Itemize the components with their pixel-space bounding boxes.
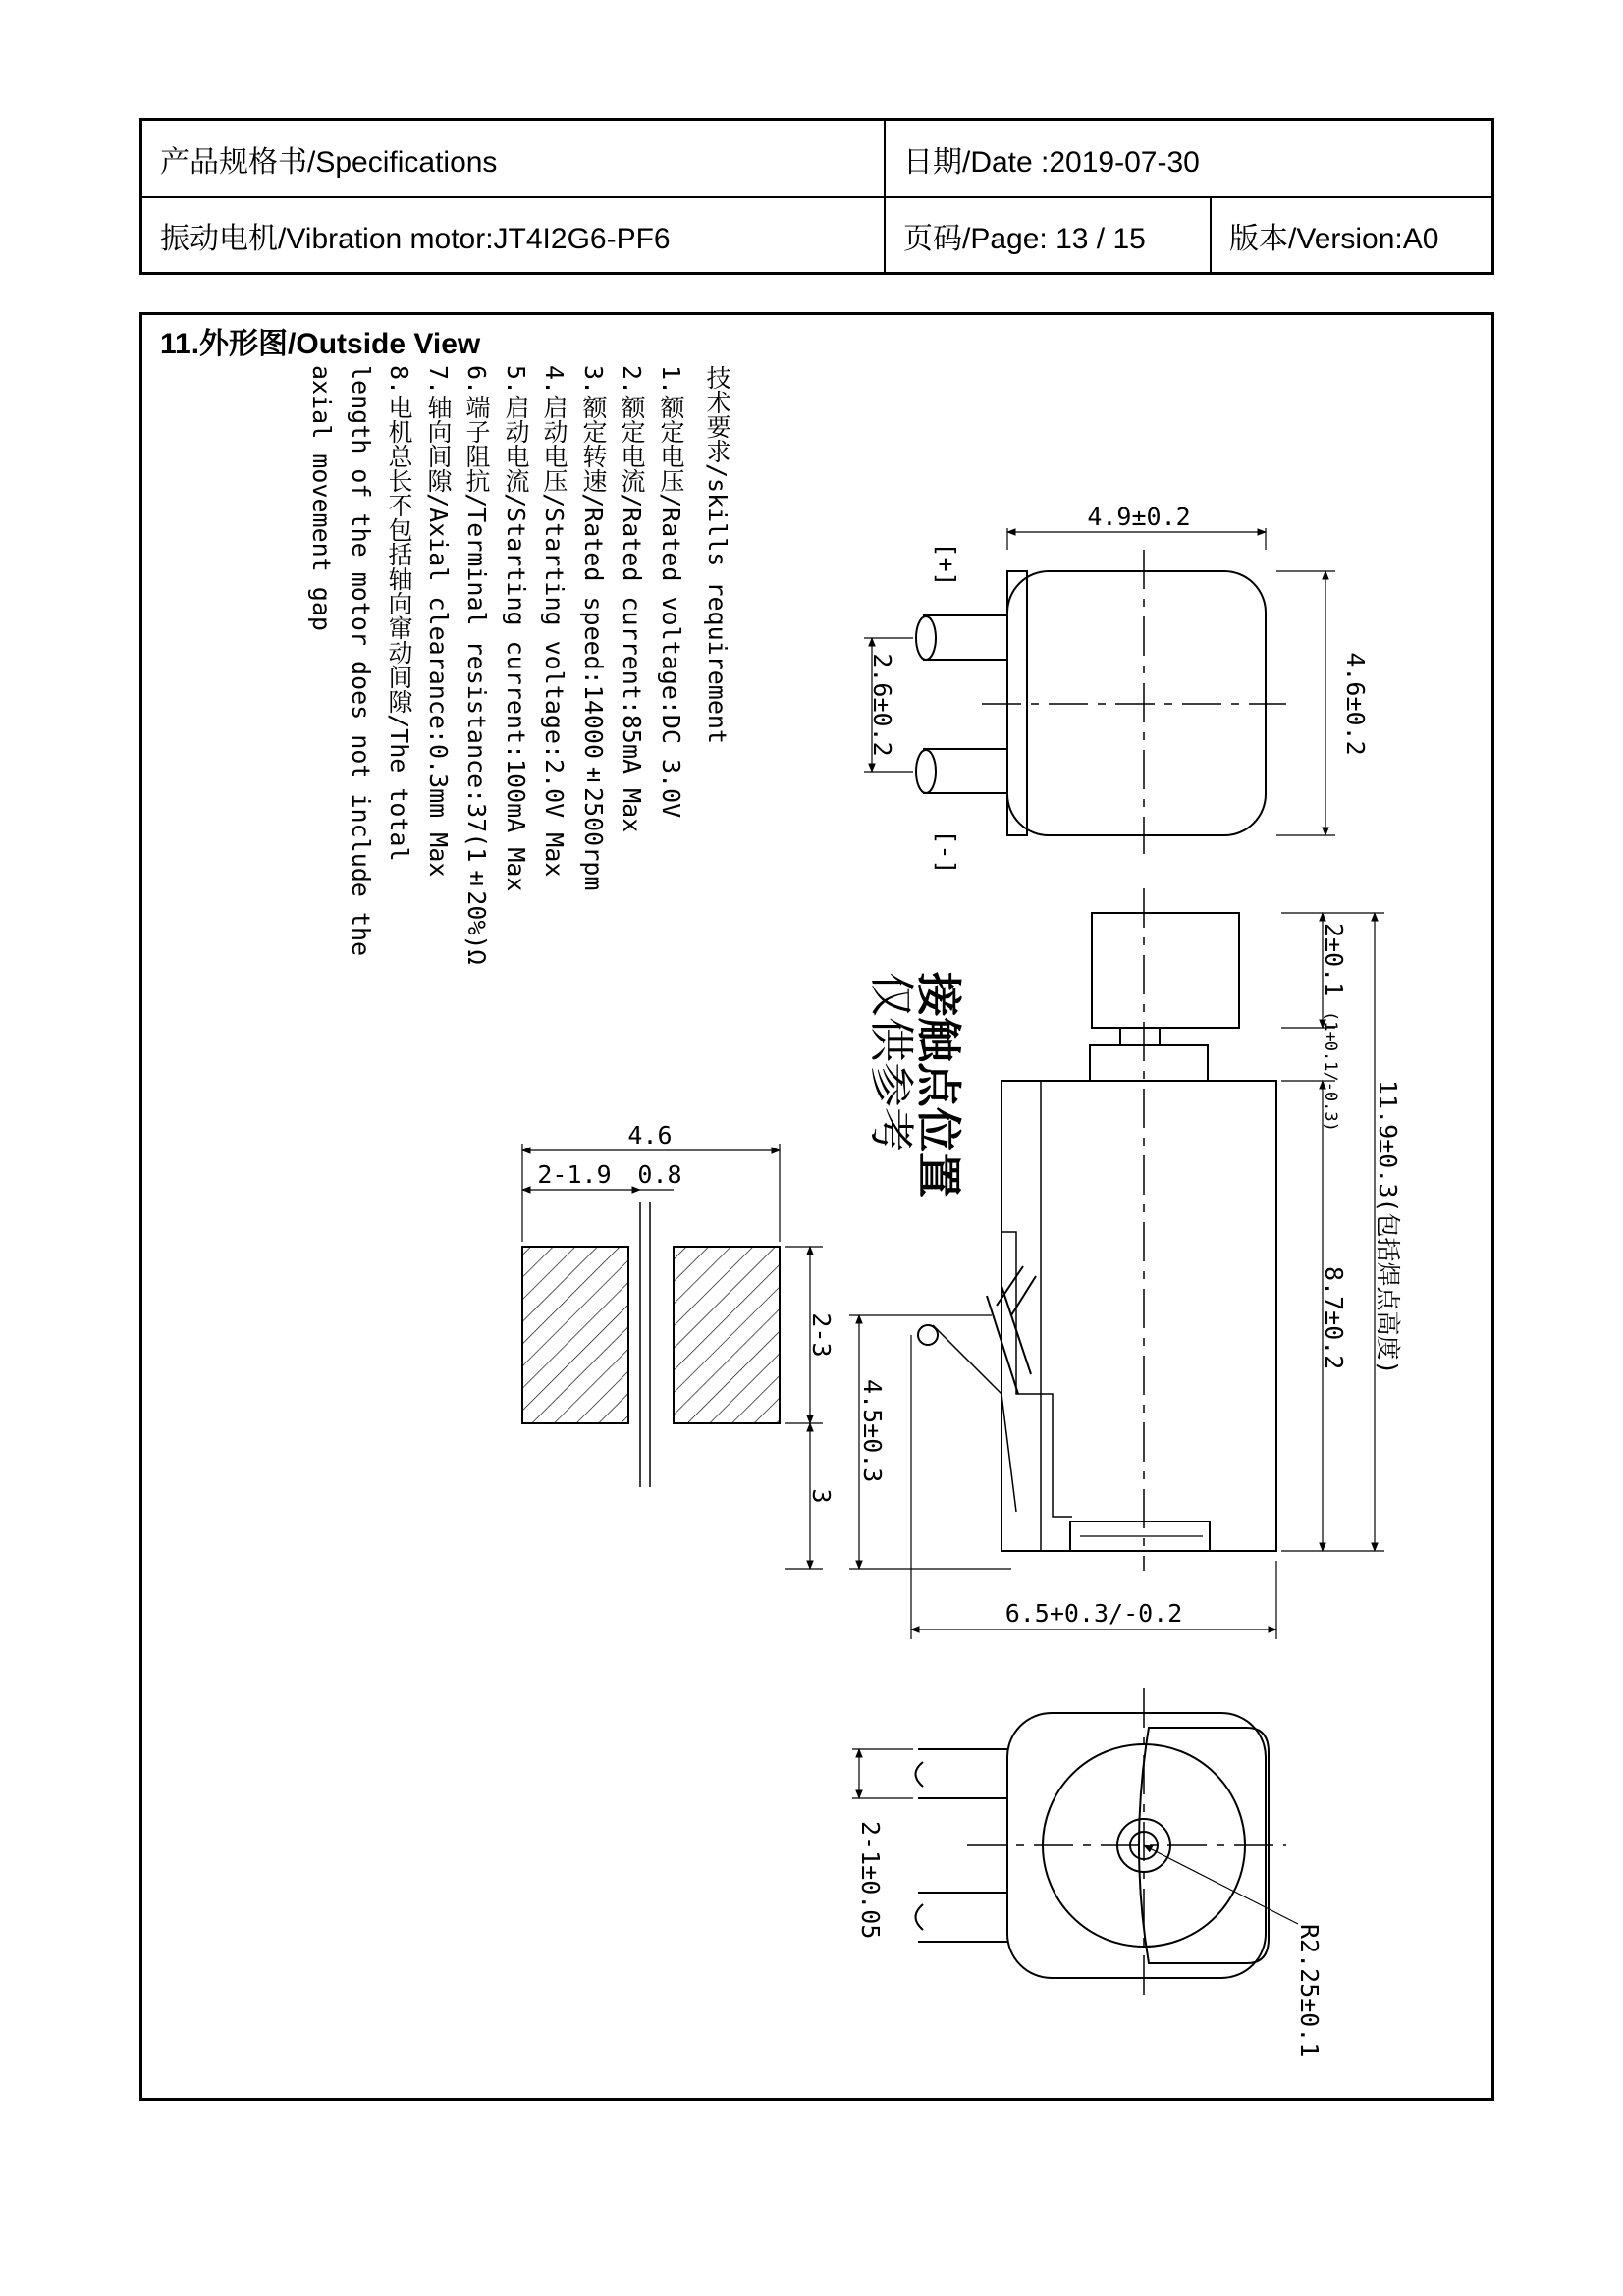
cap-dim: 2±0.1 bbox=[1320, 923, 1348, 997]
version-field: 版本/Version:A0 bbox=[1229, 223, 1439, 255]
requirement-item: 3.额定转速/Rated speed:14000±2500rpm bbox=[579, 365, 608, 891]
pad-height-dim: 2-3 bbox=[807, 1312, 836, 1358]
spec-title: 产品规格书/Specifications bbox=[160, 145, 498, 179]
plus-label: [+] bbox=[932, 542, 960, 587]
requirement-item: 1.额定电压/Rated voltage:DC 3.0V bbox=[657, 365, 685, 819]
body-length-dim: 8.7±0.2 bbox=[1320, 1266, 1348, 1370]
pad-layout bbox=[522, 1144, 823, 1569]
top-width-dim: 4.9±0.2 bbox=[1087, 503, 1191, 531]
end-view bbox=[852, 1688, 1298, 2002]
pin-pitch-dim: 2.6±0.2 bbox=[868, 653, 896, 757]
requirement-item: 5.启动电流/Starting current:100mA Max bbox=[502, 365, 530, 892]
side-view-bearing bbox=[1090, 1045, 1208, 1081]
side-view-body bbox=[1001, 1081, 1276, 1551]
contact-note: 仅供参考 bbox=[865, 972, 918, 1152]
requirement-item: length of the motor does not include the bbox=[347, 365, 375, 957]
requirement-item: 4.启动电压/Starting voltage:2.0V Max bbox=[540, 365, 568, 878]
end-terminal-bottom bbox=[918, 1893, 1007, 1942]
slot-dim: 0.8 bbox=[637, 1160, 682, 1189]
pad-overall-dim: 4.6 bbox=[627, 1121, 673, 1149]
requirement-item: 6.端子阻抗/Terminal resistance:37(1±20%)Ω bbox=[462, 365, 491, 965]
pin-diameter-dim: 2-1±0.05 bbox=[856, 1821, 885, 1940]
requirements-heading: 技术要求/skills requirement bbox=[703, 365, 731, 744]
end-terminal-icon bbox=[916, 1904, 924, 1930]
end-terminal-top bbox=[918, 1749, 1007, 1798]
requirement-item: 2.额定电流/Rated current:85mA Max bbox=[618, 365, 646, 833]
top-height-dim: 4.6±0.2 bbox=[1341, 652, 1370, 756]
side-view-cap bbox=[1092, 913, 1239, 1028]
minus-label: [-] bbox=[932, 829, 960, 875]
minus-solder-icon bbox=[916, 750, 936, 793]
right-pad bbox=[674, 1247, 780, 1423]
requirement-item: 7.轴向间隙/Axial clearance:0.3mm Max bbox=[424, 365, 453, 878]
terminal-dim: 4.5±0.3 bbox=[858, 1379, 887, 1483]
section-title: 11.外形图/Outside View bbox=[160, 328, 481, 360]
radius-dim: R2.25±0.1 bbox=[1295, 1924, 1324, 2057]
page-number: 页码/Page: 13 / 15 bbox=[903, 223, 1146, 255]
lower-dim: 3 bbox=[807, 1488, 836, 1504]
terminal-lead bbox=[987, 1286, 1031, 1394]
contact-note: 接触点位置 bbox=[912, 972, 965, 1198]
tolerance-dim: (1+0.1/-0.3) bbox=[1321, 1011, 1340, 1132]
end-terminal-icon bbox=[916, 1762, 924, 1787]
date-field: 日期/Date :2019-07-30 bbox=[903, 145, 1200, 179]
requirement-item: axial movement gap bbox=[307, 365, 336, 631]
requirement-item: 8.电机总长不包括轴向窜动间隙/The total bbox=[385, 365, 413, 862]
side-view-shaft bbox=[1120, 1028, 1160, 1045]
pad-gap-dim: 2-1.9 bbox=[537, 1160, 612, 1189]
total-length-dim: 11.9±0.3(包括焊点高度) bbox=[1374, 1080, 1402, 1375]
side-width-dim: 6.5+0.3/-0.2 bbox=[1004, 1599, 1183, 1628]
product-name: 振动电机/Vibration motor:JT4I2G6-PF6 bbox=[160, 223, 671, 255]
left-pad bbox=[522, 1247, 628, 1423]
plus-solder-icon bbox=[916, 616, 936, 660]
